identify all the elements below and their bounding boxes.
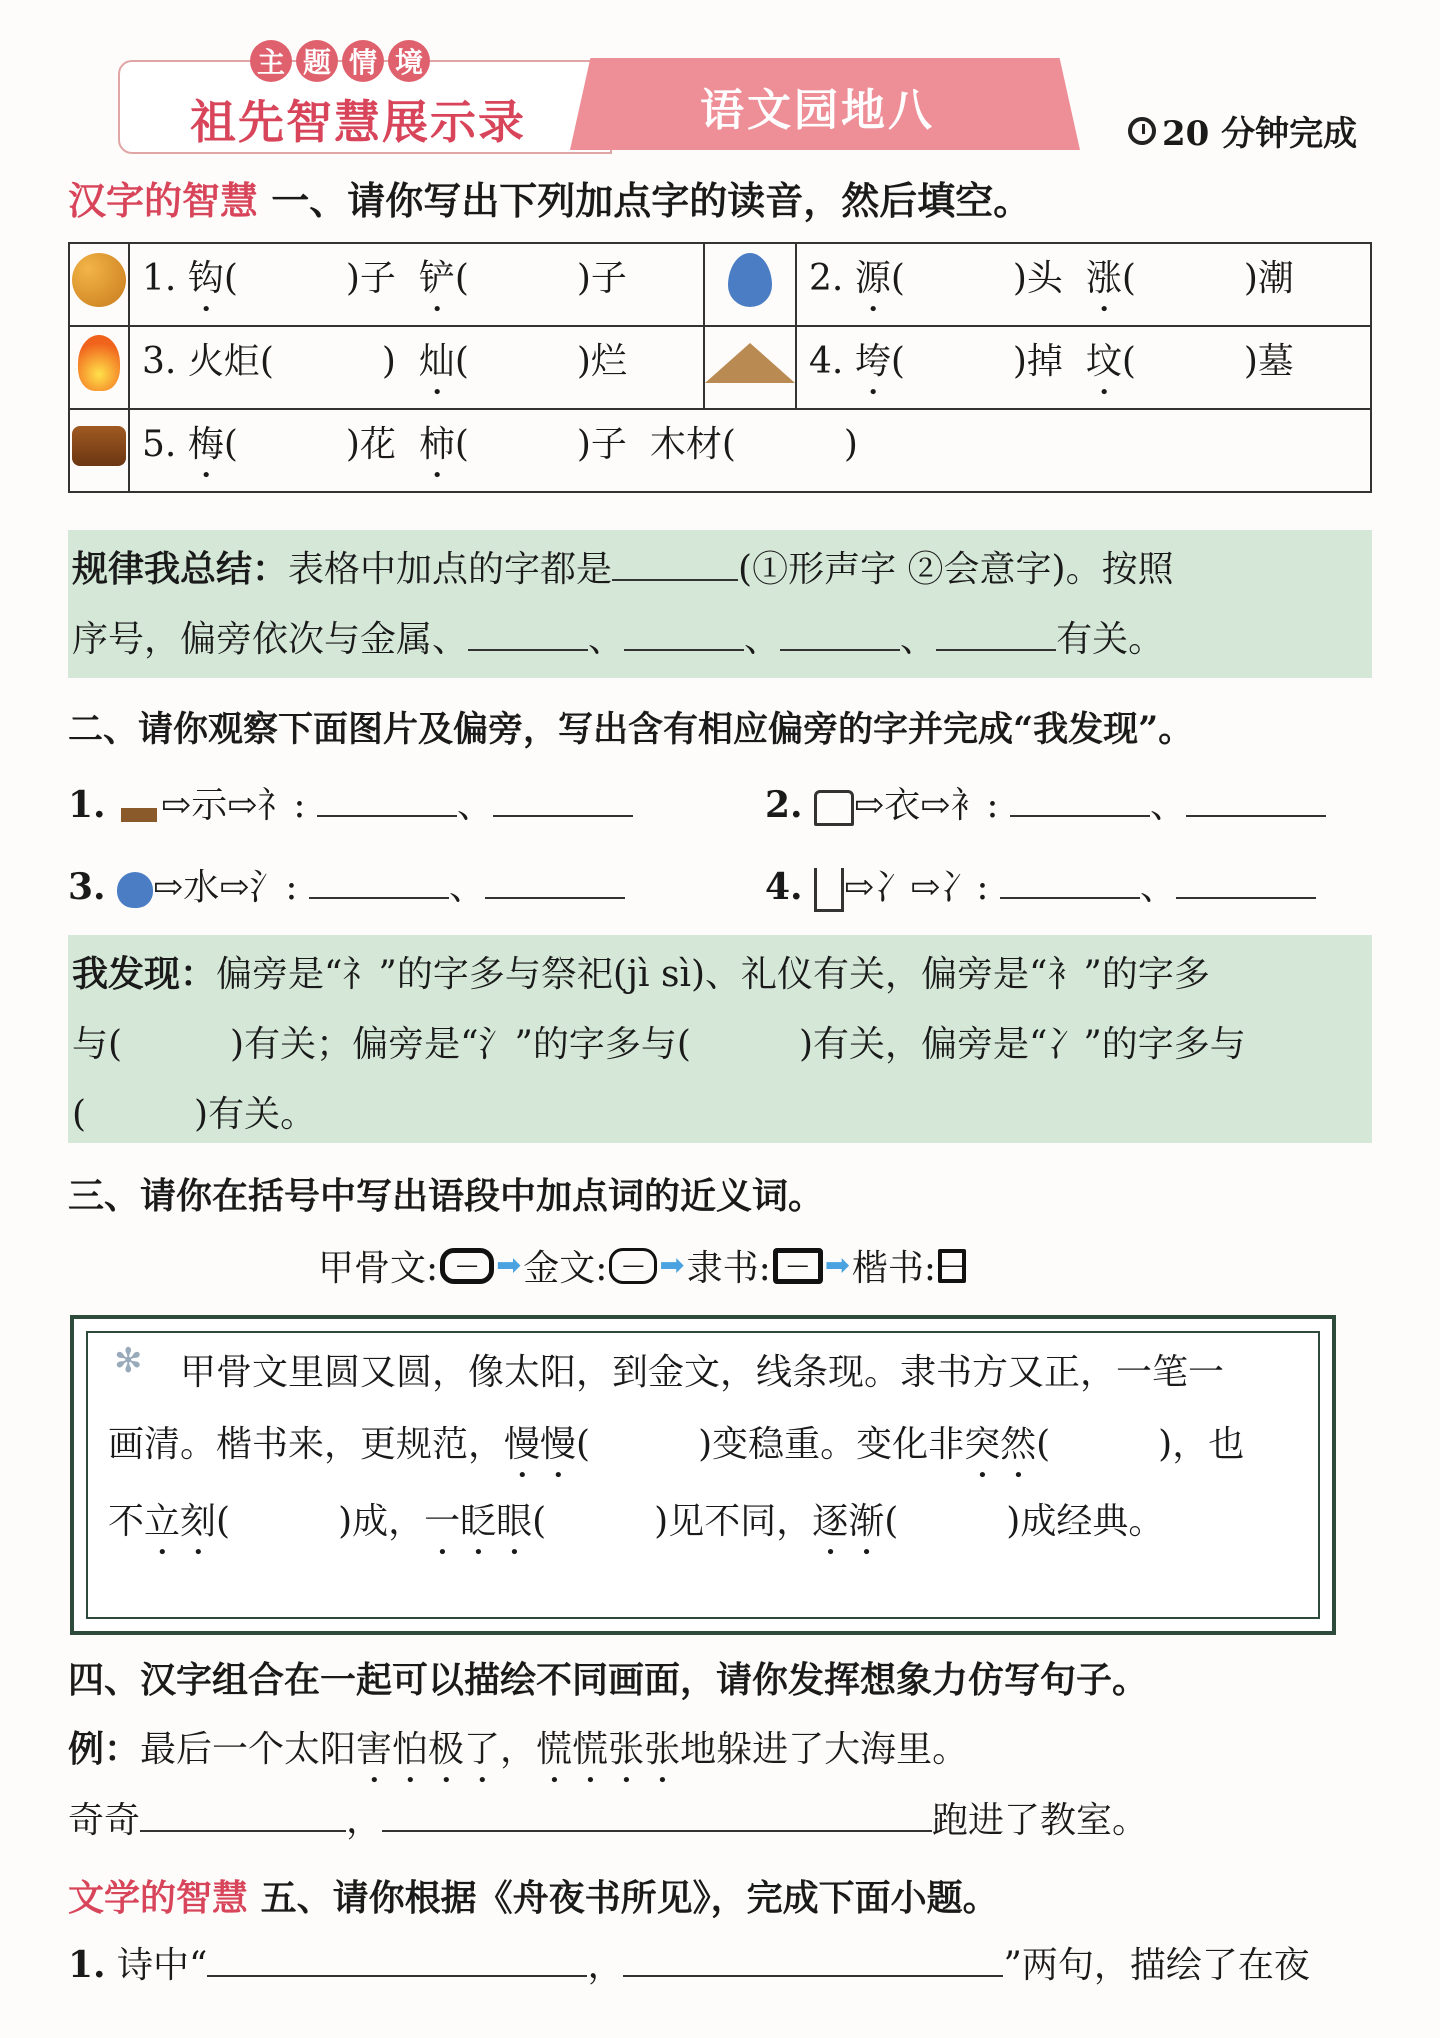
theme-title: 祖先智慧展示录 <box>190 95 526 149</box>
blank-field[interactable] <box>612 549 738 581</box>
regular-sun-glyph-icon: — <box>938 1249 966 1283</box>
section2-title: 二、请你观察下面图片及偏旁，写出含有相应偏旁的字并完成“我发现”。 <box>68 709 1194 750</box>
passage-box <box>70 1315 1336 1635</box>
oracle-sun-glyph-icon: — <box>440 1248 494 1284</box>
radical-item-2: 2. ⇨⾐⇨衤: 、 <box>765 770 1326 841</box>
arrow-right-icon: ➡ <box>824 1248 850 1283</box>
blank-field[interactable] <box>485 867 625 899</box>
section5-title: 五、请你根据《舟夜书所见》，完成下面小题。 <box>260 1877 999 1919</box>
badge-char: 题 <box>296 40 338 82</box>
blank-field[interactable] <box>624 619 744 651</box>
rule-summary-box: 规律我总结：表格中加点的字都是 (①形声字 ②会意字)。按照 序号，偏旁依次与金属、 、 、 、 有关。 <box>68 530 1372 678</box>
radical-item-4: 4. ⇨⼎⇨冫: 、 <box>765 852 1316 923</box>
question-1: 1. 诗中“ ， ”两句，描绘了在夜 <box>68 1944 1310 1986</box>
shirt-icon <box>814 790 854 826</box>
pinyin-table <box>68 242 1372 493</box>
wood-icon <box>72 426 126 466</box>
timer <box>1128 106 1357 155</box>
blank-field[interactable] <box>207 1945 587 1977</box>
ice-cup-icon <box>814 868 844 912</box>
table-row <box>69 409 1371 492</box>
radical-item-1: 1. ⇨⽰⇨礻: 、 <box>68 770 633 841</box>
script-evolution: 甲骨文: — ➡ 金文: — ➡ 隶书: — ➡ 楷书: — <box>318 1240 966 1291</box>
blank-field[interactable] <box>936 619 1056 651</box>
fire-icon <box>78 335 120 391</box>
section4-title: 四、汉字组合在一起可以描绘不同画面，请你发挥想象力仿写句子。 <box>68 1659 1149 1701</box>
badge-char: 主 <box>250 40 292 82</box>
section1-tag: 汉字的智慧 <box>68 179 259 223</box>
clock-icon <box>1128 117 1156 145</box>
blank-field[interactable] <box>780 619 900 651</box>
section1-heading <box>68 170 1031 225</box>
table-cell: 2. 源( )头 涨( )潮 <box>796 243 1371 326</box>
blank-field[interactable] <box>1176 867 1316 899</box>
discover-label: 我发现： <box>72 953 217 995</box>
bronze-sun-glyph-icon: — <box>609 1248 657 1284</box>
altar-icon <box>117 790 161 826</box>
blank-field[interactable] <box>140 1800 346 1832</box>
example-sentence: 例：最后一个太阳害怕极了，慌慌张张地躲进了大海里。 <box>68 1728 969 1770</box>
blank-field[interactable] <box>309 867 449 899</box>
water-drop-icon <box>728 253 772 307</box>
blank-field[interactable] <box>1000 867 1140 899</box>
badge-char: 境 <box>388 40 430 82</box>
table-row <box>69 326 1371 409</box>
arrow-right-icon: ➡ <box>496 1248 522 1283</box>
section5-heading <box>68 1870 999 1921</box>
table-row <box>69 243 1371 326</box>
blank-field[interactable] <box>468 619 588 651</box>
blank-field[interactable] <box>317 785 457 817</box>
blank-field[interactable] <box>1186 785 1326 817</box>
badge-char: 情 <box>342 40 384 82</box>
unit-title: 语文园地八 <box>700 85 935 136</box>
snowflake-icon: ✻ <box>114 1341 143 1381</box>
passage-text: 甲骨文里圆又圆，像太阳，到金文，线条现。隶书方又正，一笔一 画清。楷书来，更规范，慢慢( )变稳重。变化非突然( )，也 不立刻( )成，一眨眼( )见不同，逐渐( )成经典。 <box>108 1352 1245 1542</box>
blank-field[interactable] <box>1010 785 1150 817</box>
table-cell: 3. 火炬( ) 灿( )烂 <box>129 326 704 409</box>
table-cell: 1. 钩( )子 铲( )子 <box>129 243 704 326</box>
discover-box: 我发现：偏旁是“礻”的字多与祭祀(jì sì)、礼仪有关，偏旁是“衤”的字多 与( )有关；偏旁是“氵”的字多与( )有关，偏旁是“冫”的字多与 ( )有关。 <box>68 935 1372 1143</box>
timer-text: 20 分钟完成 <box>1162 114 1358 154</box>
blank-field[interactable] <box>382 1800 932 1832</box>
blank-field[interactable] <box>493 785 633 817</box>
table-cell: 5. 梅( )花 柿( )子 木材( ) <box>129 409 1371 492</box>
radical-item-3: 3. ⇨⽔⇨氵: 、 <box>68 852 625 923</box>
arrow-right-icon: ➡ <box>659 1248 685 1283</box>
table-cell: 4. 垮( )掉 坟( )墓 <box>796 326 1371 409</box>
blank-field[interactable] <box>623 1945 1003 1977</box>
water-drop-icon <box>117 872 153 908</box>
section5-tag: 文学的智慧 <box>68 1878 249 1919</box>
soil-mound-icon <box>705 343 795 383</box>
coins-icon <box>72 253 126 307</box>
section3-title: 三、请你在括号中写出语段中加点词的近义词。 <box>68 1175 825 1217</box>
theme-badge <box>250 40 430 82</box>
rule-label: 规律我总结： <box>72 548 289 590</box>
clerical-sun-glyph-icon: — <box>773 1248 823 1284</box>
section1-title: 一、请你写出下列加点字的读音，然后填空。 <box>271 178 1032 223</box>
imitation-line: 奇奇 ， 跑进了教室。 <box>68 1800 1149 1841</box>
